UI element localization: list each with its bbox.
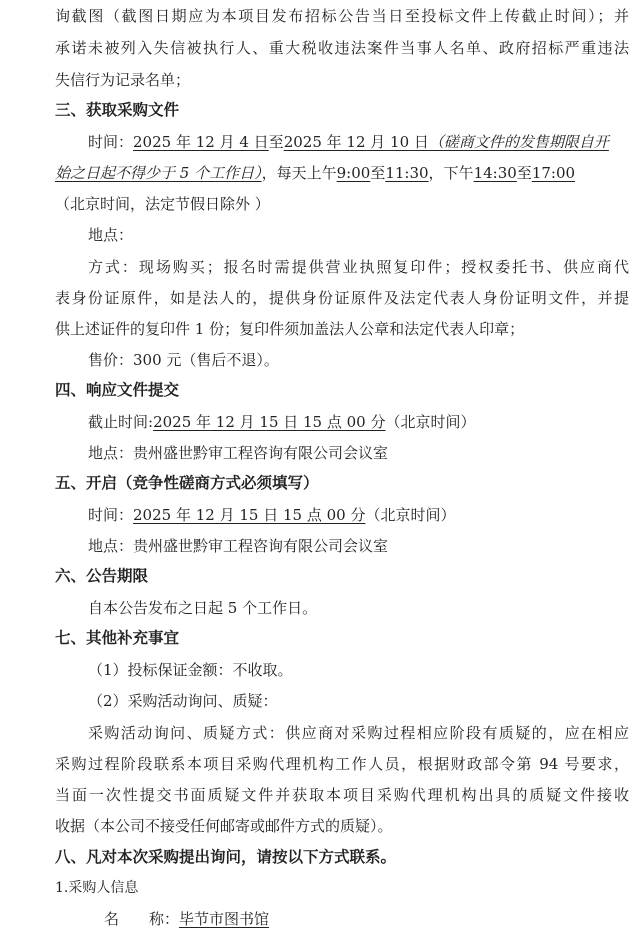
deadline-label: 截止时间: [88,413,154,431]
intro-line-3: 失信行为记录名单； [55,71,191,89]
purchaser-info-heading: 1.采购人信息 [55,880,139,896]
section-7-title: 七、其他补充事宜 [55,629,180,647]
deposit-item: （1）投标保证金额：不收取。 [88,661,293,679]
submission-place: 地点：贵州盛世黔审工程咨询有限公司会议室 [88,444,389,462]
inquiry-para-1: 采购活动询问、质疑方式：供应商对采购过程相应阶段有质疑的，应在相应 [88,724,629,742]
section-8-title: 八、凡对本次采购提出询问，请按以下方式联系。 [55,848,397,866]
opening-time-line [88,505,455,525]
opening-time-label: 时间： [88,506,134,524]
section-5-title: 五、开启（竞争性磋商方式必须填写） [55,474,319,492]
price: 售价：300 元（售后不退）。 [88,351,279,369]
purchase-method-1: 方式：现场购买；报名时需提供营业执照复印件；授权委托书、供应商代 [88,258,629,276]
pm-label: ，下午 [428,164,474,182]
beijing-time-note: （北京时间，法定节假日除外 ） [55,195,270,213]
purchaser-name: 毕节市图书馆 [179,910,270,928]
start-date: 2025 年 12 月 4 日 [133,133,269,151]
purchase-time-line [88,132,609,152]
pm-end: 17:00 [531,164,576,182]
purchase-place: 地点： [88,226,134,244]
deadline-line [88,412,476,432]
purchase-method-2: 表身份证原件，如是法人的，提供身份证原件及法定代表人身份证明文件，并提 [55,289,629,307]
inquiry-para-3: 当面一次性提交书面质疑文件并获取本项目采购代理机构出具的质疑文件接收 [55,786,629,804]
to-word: 至 [516,164,532,182]
section-6-title: 六、公告期限 [55,567,149,585]
to-word: 至 [370,164,386,182]
opening-place: 地点：贵州盛世黔审工程咨询有限公司会议室 [88,537,389,555]
pm-start: 14:30 [473,164,517,182]
sale-period-note-1: （磋商文件的发售期限自开 [428,133,609,151]
name-label-1: 名 [104,910,120,928]
purchaser-name-line [104,909,269,929]
inquiry-para-4: 收据（本公司不接受任何邮寄或邮件方式的质疑）。 [55,817,393,835]
purchase-time-line-2 [55,163,575,183]
end-date: 2025 年 12 月 10 日 [283,133,429,151]
daily-prefix: ，每天上午 [261,164,337,182]
purchase-method-3: 供上述证件的复印件 1 份；复印件须加盖法人公章和法定代表人印章； [55,320,525,338]
name-label-2: 称： [149,910,180,928]
time-label: 时间： [88,133,134,151]
to-word: 至 [268,133,284,151]
intro-line-2: 承诺未被列入失信被执行人、重大税收违法案件当事人名单、政府招标严重违法 [55,39,629,57]
opening-time-tz: （北京时间） [365,506,456,524]
sale-period-note-2: 始之日起不得少于 5 个工作日） [55,164,262,182]
deadline-tz: （北京时间） [385,413,476,431]
section-4-title: 四、响应文件提交 [55,381,180,399]
announcement-period: 自本公告发布之日起 5 个工作日。 [88,599,318,617]
inquiry-para-2: 采购过程阶段联系本项目采购代理机构工作人员，根据财政部令第 94 号要求， [55,755,629,773]
section-3-title: 三、获取采购文件 [55,101,180,119]
opening-time-value: 2025 年 12 月 15 日 15 点 00 分 [133,506,366,524]
deadline-value: 2025 年 12 月 15 日 15 点 00 分 [153,413,386,431]
am-start: 9:00 [336,164,371,182]
inquiry-item: （2）采购活动询问、质疑： [88,692,278,710]
am-end: 11:30 [385,164,429,182]
intro-line-1: 询截图（截图日期应为本项目发布招标公告当日至投标文件上传截止时间）；并 [55,7,629,25]
